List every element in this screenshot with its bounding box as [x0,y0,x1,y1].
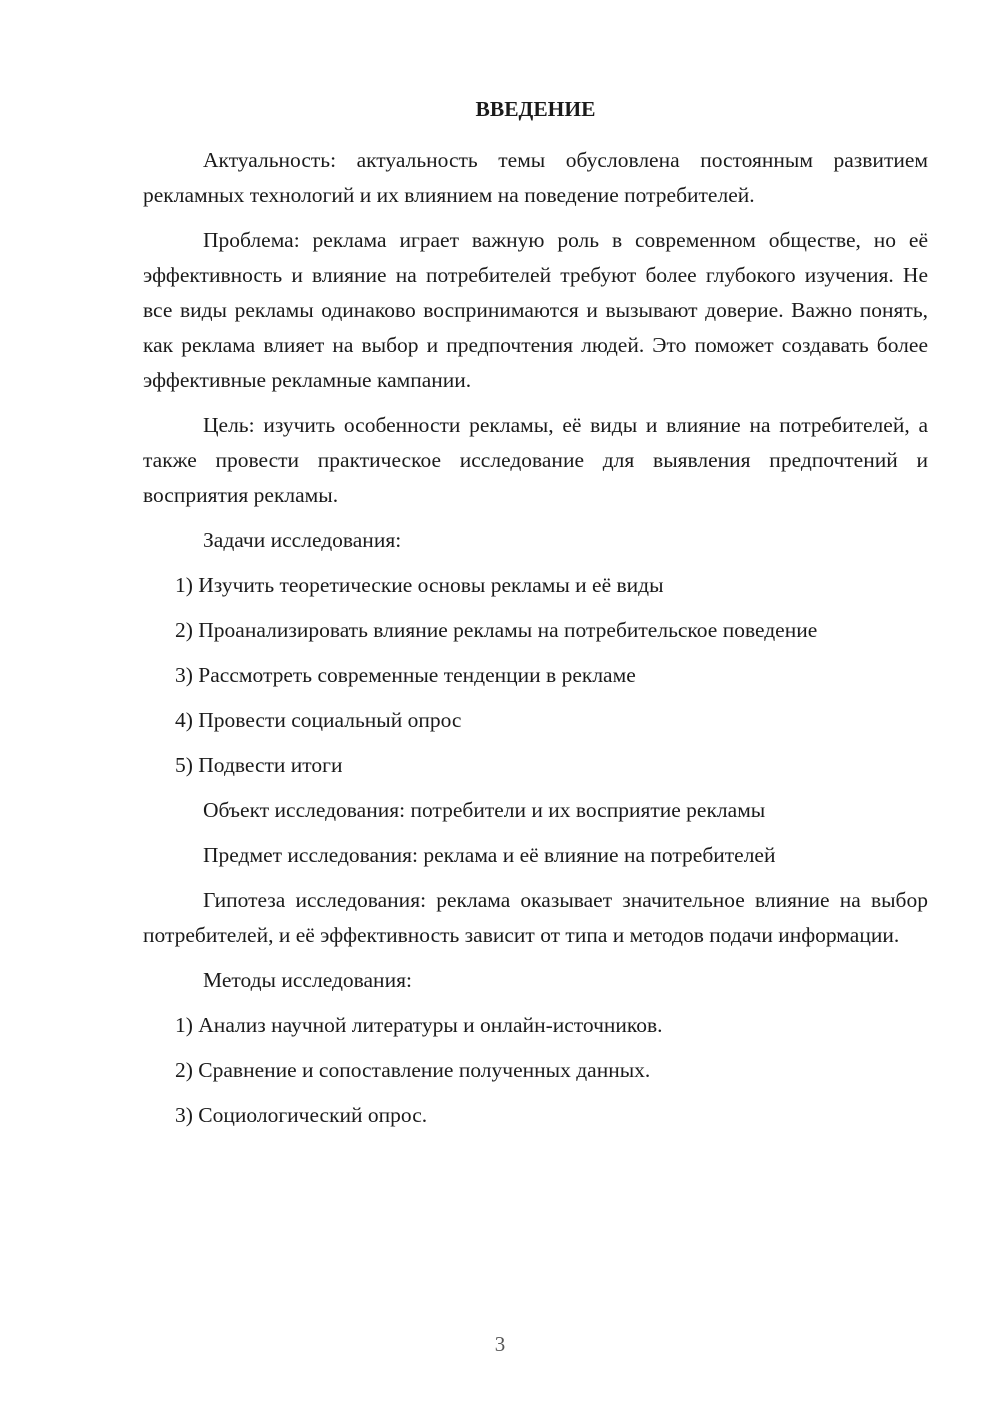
list-item: 2) Сравнение и сопоставление полученных данных. [175,1058,651,1082]
hypothesis-paragraph: Гипотеза исследования: реклама оказывает значительное влияние на выбор потребителей, и её эффективность зависит от типа и методов подачи информации. [143,888,928,947]
tasks-list [143,568,928,783]
list-item: 3) Социологический опрос. [175,1103,428,1127]
tasks-heading: Задачи исследования: [203,528,402,552]
subject-line: Предмет исследования: реклама и её влияние на потребителей [203,843,776,867]
object-line: Объект исследования: потребители и их восприятие рекламы [203,798,766,822]
page-number: 3 [494,1332,506,1356]
list-item: 2) Проанализировать влияние рекламы на потребительское поведение [175,618,818,642]
list-item: 1) Изучить теоретические основы рекламы и её виды [175,573,664,597]
list-item: 5) Подвести итоги [175,753,343,777]
goal-paragraph: Цель: изучить особенности рекламы, её виды и влияние на потребителей, а также провести практическое исследование для выявления предпочтений и восприятия рекламы. [143,413,928,507]
relevance-paragraph: Актуальность: актуальность темы обусловлена постоянным развитием рекламных технологий и их влиянием на поведение потребителей. [143,148,928,207]
document-page [143,92,928,1143]
methods-list [143,1008,928,1133]
methods-heading: Методы исследования: [203,968,412,992]
list-item: 1) Анализ научной литературы и онлайн-источников. [175,1013,663,1037]
problem-paragraph: Проблема: реклама играет важную роль в современном обществе, но её эффективность и влияние на потребителей требуют более глубокого изучения. Не все виды рекламы одинаково воспринимаются и вызывают доверие. Важно понять, как реклама влияет на выбор и предпочтения людей. Это поможет создавать более эффективные рекламные кампании. [143,228,928,392]
section-title: ВВЕДЕНИЕ [475,97,596,121]
list-item: 4) Провести социальный опрос [175,708,462,732]
list-item: 3) Рассмотреть современные тенденции в рекламе [175,663,636,687]
